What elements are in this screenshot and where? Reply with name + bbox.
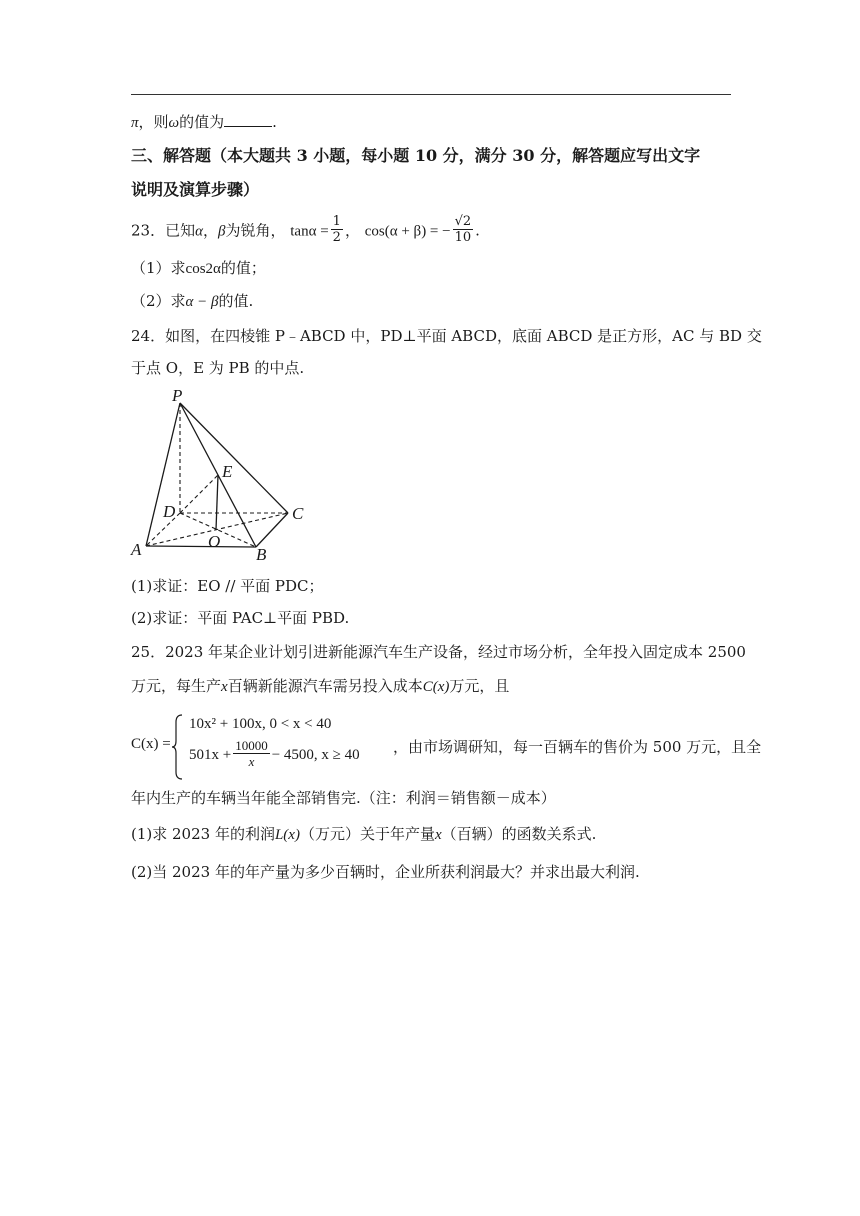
brace-icon: [171, 714, 183, 780]
cost-case-1: 10x² + 100x, 0 < x < 40: [189, 716, 332, 732]
label-D: D: [163, 502, 176, 521]
edge-EO: [216, 475, 218, 530]
cost-function: [131, 714, 762, 780]
q24-part2: (2)求证：平面 PAC⊥平面 PBD.: [131, 609, 350, 627]
section-heading: 三、解答题（本大题共 3 小题，每小题 10 分，满分 30 分，解答题应写出文字: [131, 146, 701, 165]
q25-note: 年内生产的车辆当年能全部销售完.（注：利润＝销售额－成本）: [131, 789, 556, 807]
edge-AB: [146, 546, 256, 547]
q23-part1: （1）求cos2α的值；: [131, 259, 266, 277]
pyramid-figure: [125, 385, 325, 565]
q23-part2: （2）求α − β的值.: [131, 292, 254, 310]
cos-fraction: $\frac{√2}{10}$: [454, 214, 472, 245]
edge-BC: [256, 513, 288, 547]
label-C: C: [292, 504, 304, 523]
header-rule: [131, 94, 731, 95]
cost-case-2: 501x + $\frac{10000}{x}$ − 4500, x ≥ 40: [189, 738, 360, 769]
label-P: P: [172, 386, 183, 405]
q24-part1: (1)求证：EO // 平面 PDC；: [131, 577, 324, 595]
q24-stem-cont: 于点 O，E 为 PB 的中点.: [131, 359, 305, 377]
q25-part2: (2)当 2023 年的年产量为多少百辆时，企业所获利润最大？并求出最大利润.: [131, 863, 640, 881]
answer-blank: [224, 112, 272, 127]
label-B: B: [256, 545, 267, 564]
tan-fraction: $\frac{1}{2}$: [332, 214, 341, 245]
edge-DE: [180, 475, 218, 513]
q25-stem-cont: 万元，每生产x百辆新能源汽车需另投入成本C(x)万元，且: [131, 677, 510, 695]
section-heading-cont: 说明及演算步骤）: [131, 180, 260, 199]
label-A: A: [131, 540, 142, 559]
edge-PA: [146, 403, 180, 546]
cost-lhs: C(x) =: [131, 736, 171, 752]
cost-text-after: ，由市场调研知，每一百辆车的售价为 500 万元，且全: [393, 738, 762, 756]
label-O: O: [208, 532, 221, 551]
label-E: E: [222, 462, 233, 481]
q24-stem: 24．如图，在四棱锥 P﹣ABCD 中，PD⊥平面 ABCD，底面 ABCD 是正方形，AC 与 BD 交: [131, 327, 762, 345]
cost-fraction: $\frac{10000}{x}$: [235, 738, 268, 769]
q25-stem: 25．2023 年某企业计划引进新能源汽车生产设备，经过市场分析，全年投入固定成本 2500: [131, 643, 746, 661]
q25-part1: (1)求 2023 年的利润L(x)（万元）关于年产量x（百辆）的函数关系式.: [131, 825, 597, 843]
q23-stem: 23．已知α，β为锐角， tanα = $\frac{1}{2}$ ， cos(α + β) = − $\frac{√2}{10}$ .: [131, 214, 480, 245]
previous-question-tail: π，则ω的值为 .: [131, 113, 277, 131]
